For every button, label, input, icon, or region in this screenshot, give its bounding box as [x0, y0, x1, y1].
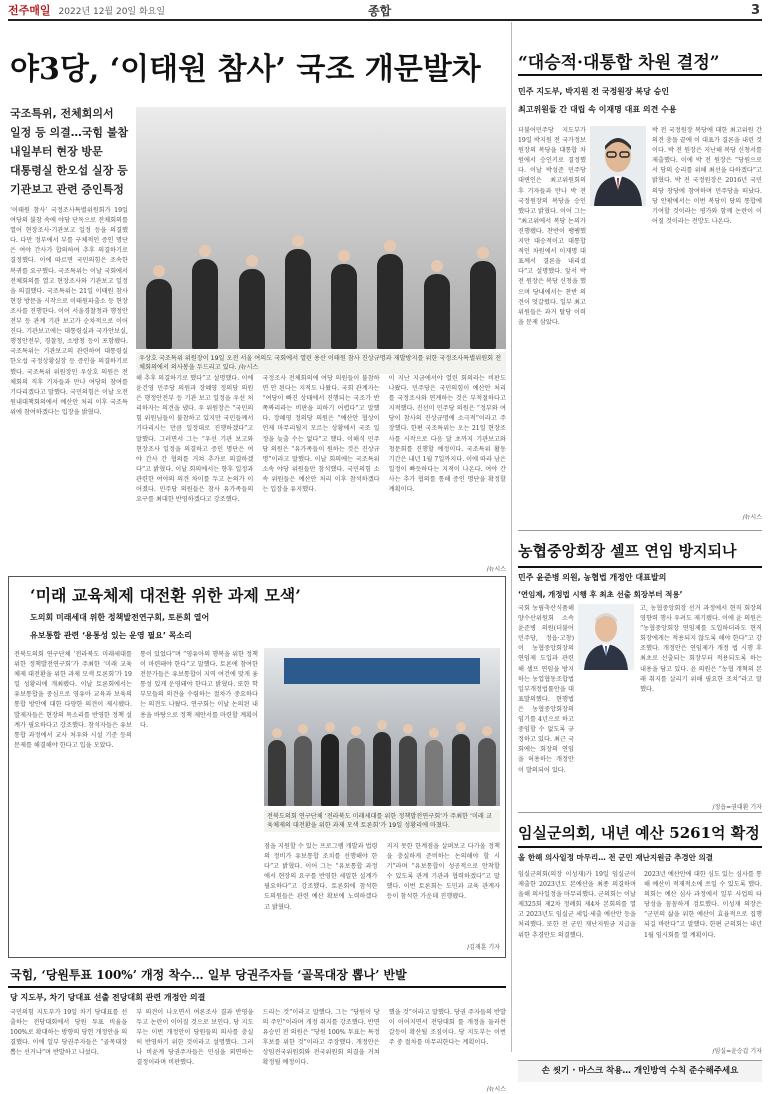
- right-low-sub1: 올 한해 의사일정 마무리… 전 군민 재난지원금 추경안 의결: [518, 853, 714, 862]
- right-top-byline: /뉴시스: [742, 514, 762, 521]
- lead-col3: 국정조사 전체회의에 여당 의원들이 불참하면 안 된다는 지적도 나왔다. 국회 관계자는 “여당이 빠진 상태에서 진행되는 국조가 반쪽짜리라는 비판을 피하기 어렵다”고 말했다. 장혜영 정의당 의원은 “예산안 협상이 언제 마무리될지 모르는 상황에서 국조 일정을 늦출 수는 없다”고 했다. 이해식 민주당 의원은 “유가족들이 원하는 것은 진상규명”이라고 말했다. 이날 회의에는 국조특위 소속 야당 위원들만 참석했다. 국민의힘 소속 위원들은 예산안 처리 이후 참석하겠다는 입장을 유지했다.: [262, 375, 380, 494]
- right-low-headline: 임실군의회, 내년 예산 5261억 확정: [518, 824, 760, 842]
- lead-col1-text: ‘이태원 참사’ 국정조사특별위원회가 19일 여당의 불참 속에 야당 단독으로 전체회의를 열어 현장조사·기관보고 일정 등을 의결했다. 다만 정부에서 부를 구체적인 증인 명단은 여야 간사가 합의하여 추후 의결하기로 결정했다. 이에 따르면 국민의힘은 조속한 복귀를 요구했다. 국조특위는 이날 국회에서 전체회의를 열고 현장조사와 기관보고 일정을 의결했다. 국조특위는 21일 이태원 참사 현장 방문을 시작으로 이태원파출소 등 현장조사를 진행한다. 이어 서울경찰청과 행정안전부 등 관계 기관 보고가 순차적으로 이어진다. 기관보고에는 대통령실과 국가안보실, 행정안전부, 경찰청, 소방청 등이 포함됐다.: [10, 207, 128, 346]
- bottom-col1: 국민의힘 지도부가 19일 차기 당대표를 선출하는 전당대회에서 당원 투표 비율을 100%로 확대하는 방향의 당헌 개정안을 의결했다. 이에 일부 당권주자들은 “골목대장 뽑는 선거냐”며 반발하고 나섰다.: [10, 1009, 128, 1057]
- edu-sub1: 도의회 미래세대 위한 정책발전연구회, 토론회 열어: [30, 613, 210, 622]
- right-low-rule: [518, 846, 762, 848]
- bottom-headline: 국힘, ‘당원투표 100%’ 개정 착수… 일부 당권주자들 ‘골목대장 뽑나’ 반발: [10, 968, 407, 982]
- edu-col3: 점을 지원할 수 있는 프로그램 개발과 법령의 정비가 유보통합 조치를 선행해야 한다”고 밝혔다. 이어 그는 “유보통합 과정에서 현장의 요구를 반영한 세밀한 설계가 필요하다”고 강조했다. 토론회에 참석한 도의원들은 관련 예산 확보에 노력하겠다고 밝혔다.: [264, 843, 378, 911]
- bottom-col3: 드리는 것”이라고 말했다. 그는 “당원이 당의 주인”이라며 개정 취지를 강조했다. 반면 유승민 전 의원은 “당원 100% 투표는 특정 후보를 위한 것”이라고 주장했다. 개정안은 상임전국위원회와 전국위원회 의결을 거쳐 확정될 예정이다.: [262, 1009, 380, 1067]
- portrait-park-jiwon: [590, 126, 646, 206]
- bottom-col4: 했을 것”이라고 말했다. 당권 주자들의 반발이 이어지면서 전당대회 룰 개정을 둘러싼 갈등이 확산될 조짐이다. 당 지도부는 이번 주 중 절차를 마무리한다는 계획이다.: [388, 1009, 506, 1047]
- section-title: 종합: [368, 3, 392, 18]
- lead-deck-line: 일정 등 의결…국힘 불참: [10, 126, 129, 139]
- lead-deck-line: 기관보고 관련 증인특정: [10, 183, 124, 196]
- masthead: [8, 2, 762, 18]
- person-portrait-icon: [578, 604, 634, 670]
- lead-photo-caption: [136, 352, 506, 374]
- right-low-col2: 2023년 예산안에 대한 심도 있는 심사를 통해 예산이 적재적소에 쓰일 수 있도록 했다. 의회는 예산 심사 과정에서 일부 사업의 타당성을 꼼꼼하게 검토했다. 이성재 의장은 “군민의 삶을 위한 예산이 효율적으로 집행되길 바란다”고 말했다. 한편 군의회는 내년 1월 임시회를 열 계획이다.: [644, 871, 762, 939]
- right-mid-top-rule: [518, 530, 762, 531]
- edu-photo: [264, 648, 500, 806]
- lead-col2: 해 추후 의결하기로 했다”고 설명했다. 이에 윤건영 민주당 의원과 장혜영 정의당 의원은 행정안전부 등 기관 보고 일정을 우선 처리하자는 의견을 냈다. 우 위원장은 “국민의힘 위원님들이 불참하고 있지만 국민들께서 기다리시는 만큼 일정대로 진행하겠다”고 말했다. 그러면서 그는 “우선 기관 보고와 현장조사 일정을 의결하고 증인 명단은 여야 간사 간 협의를 거쳐 추가로 의결하겠다”고 밝혔다. 이날 회의에서는 향후 일정과 관련한 여야의 의견 차이를 두고 논의가 이어졌다. 민주당 의원들은 참사 유가족들의 요구를 최대한 반영하겠다고 강조했다.: [136, 375, 254, 504]
- bottom-columns: [10, 1008, 506, 1086]
- lead-col4: 이 지난 지금에서야 열린 회의라는 비판도 나왔다. 민주당은 국민의힘이 예산안 처리를 국정조사와 연계하는 것은 부적절하다고 지적했다. 진선미 민주당 의원은 “정부와 여당이 참사의 진상규명에 소극적”이라고 주장했다. 한편 국조특위는 오는 21일 현장조사를 시작으로 다음 달 초까지 기관보고와 청문회를 진행할 예정이다. 국조특위 활동 기간은 내년 1월 7일까지다. 이에 따라 남은 일정이 빠듯하다는 지적이 나온다. 여야 간사는 추가 협의를 통해 증인 명단을 확정할 계획이다.: [388, 375, 506, 494]
- lead-columns: [136, 374, 506, 570]
- lead-deck-line: 내일부터 현장 방문: [10, 145, 103, 158]
- right-top-headline: “대승적·대통합 차원 결정”: [518, 53, 720, 73]
- newspaper-name: 전주매일: [8, 4, 51, 17]
- right-mid-col2: 고, 농협중앙회장 선거 과정에서 현직 회장의 영향력 행사 우려도 제기됐다. 이에 윤 의원은 “농협중앙회장 연임제를 도입하더라도 현직 회장에게는 적용되지 않도록 해야 한다”고 강조했다. 개정안은 연임제가 개정 법 시행 후 최초로 선출되는 회장부터 적용되도록 하는 내용을 담고 있다. 윤 의원은 “농협 개혁의 본래 취지를 살리기 위해 필요한 조치”라고 말했다.: [640, 605, 762, 693]
- edu-col2: 통이 있었다”며 “영유아의 행복을 위한 정책이 마련돼야 한다”고 말했다. 토론에 참여한 전문가들은 유보통합이 지역 여건에 맞게 융통성 있게 운영돼야 한다고 밝혔다. 또한 학부모들의 의견을 수렴하는 절차가 중요하다는 의견도 나왔다. 연구회는 이날 논의된 내용을 바탕으로 정책 제안서를 마련할 계획이다.: [140, 651, 258, 729]
- right-mid-sub1: 민주 윤준병 의원, 농협법 개정안 대표발의: [518, 573, 667, 582]
- lead-photo-credit: /뉴시스: [238, 364, 259, 371]
- edu-photo-caption: 전북도의회 연구단체 ‘전라북도 미래세대를 위한 정책발전연구회’가 주최한 ‘미래 교육체제의 대전환을 위한 과제 모색 토론회’가 19일 성황리에 마쳤다.: [264, 810, 500, 832]
- lead-photo-crowd: [136, 204, 506, 349]
- edu-byline: /김재훈 기자: [467, 944, 500, 951]
- masthead-rule: [8, 19, 762, 21]
- edu-columns: [264, 842, 500, 938]
- page-number: 3: [750, 2, 760, 18]
- bottom-col2: 부 의견이 나오면서 여론조사 결과 반영을 두고 논란이 이어질 것으로 보인다. 당 지도부는 이번 개정안이 당원들의 의사를 충실히 반영하기 위한 것이라고 설명했다. 그러나 비윤계 당권주자들은 민심을 외면하는 결정이라며 비판했다.: [136, 1009, 254, 1067]
- right-top-col1-text: 더불어민주당 지도부가 19일 박지원 전 국가정보원장의 복당을 대통합 차원에서 승인키로 결정했다. 이날 박성준 민주당 대변인은 최고위원회의 후 기자들과 만나 박 전 국정원장의 복당을 승인했다고 밝혔다. 이어 그는 “최고위에서 복당 논의가 진행됐다. 찬반이 팽팽했지만 대승적이고 대통합적인 차원에서 이재명 대표께서 결론을 내리셨다”고 설명했다. 앞서 박 전 원장은 복당 신청을 했으며 당내에서는 찬반 의견이 엇갈렸다. 일부 최고위원들은 과거 탈당 이력을 문제 삼았다.: [518, 127, 586, 326]
- edu-photo-group: [264, 692, 500, 806]
- right-mid-byline: /정읍=권대환 기자: [712, 804, 762, 811]
- right-top-col2: 박 전 국정원장 복당에 대한 최고위원 간 의견 충돌 끝에 이 대표가 결론을 내린 것이다. 박 전 원장은 지난해 복당 신청서를 제출했다. 이에 박 전 원장은 “당원으로서 당의 승리를 위해 최선을 다하겠다”고 밝혔다. 박 전 국정원장은 2016년 국민의당 창당에 참여하며 민주당을 떠났다. 당 안팎에서는 이번 복당이 당의 통합에 기여할 것이라는 평가와 함께 논란이 이어질 것이라는 전망도 나온다.: [652, 127, 762, 225]
- edu-headline: ‘미래 교육체제 대전환 위한 과제 모색’: [30, 586, 301, 605]
- right-low-col1: 임실군의회(의장 이성재)가 19일 임실군이 제출한 2023년도 본예산을 최종 의결하며 올해 의사일정을 마무리했다. 군의회는 이날 제325회 제2차 정례회 제4차 본회의를 열고 2023년도 임실군 세입·세출 예산안 등을 처리했다. 또한 전 군민 재난지원금 지급을 위한 추경안도 의결했다.: [518, 871, 636, 939]
- edu-col1: 전북도의회 연구단체 ‘전라북도 미래세대를 위한 정책발전연구회’가 주최한 ‘미래 교육체제 대전환을 위한 과제 모색 토론회’가 19일 성황리에 개최됐다. 이날 토론회에서는 유보통합을 중심으로 영유아 교육과 보육의 통합 방안에 대한 다양한 의견이 제시됐다. 발제자들은 현장의 목소리를 반영한 정책 설계가 필요하다고 강조했다. 참석자들은 유보통합 과정에서 교사 처우와 시설 기준 등의 문제를 해결해야 한다고 입을 모았다.: [14, 651, 132, 749]
- issue-date: 2022년 12월 20일 화요일: [58, 6, 166, 17]
- portrait-yoon-junbyung: [578, 604, 634, 670]
- right-top-col1-head: [518, 126, 586, 326]
- edu-col4: 지지 못한 한계점을 살펴보고 다가올 정책을 충실하게 준비하는 논의해야 할 시기”라며 “유보통합이 성공적으로 안착할 수 있도록 관계 기관과 협력하겠다”고 말했다. 이번 토론회는 도민과 교육 관계자 등이 참석한 가운데 진행됐다.: [386, 843, 500, 901]
- right-low-byline: /임실=윤승갑 기자: [712, 1048, 762, 1055]
- edu-sub2: 유보통합 관련 ‘용통성 있는 운영 필요’ 목소리: [30, 631, 192, 640]
- lead-caption-text: 우상호 국조특위 위원장이 19일 오전 서울 여의도 국회에서 열린 용산 이태원 참사 진상규명과 재발방지를 위한 국정조사특별위원회 전체회의에서 의사봉을 두드리고 있다.: [139, 355, 502, 371]
- right-top-sub2: 최고위원들 간 대립 속 이재명 대표 의견 수용: [518, 105, 677, 114]
- lead-byline: /뉴시스: [486, 566, 506, 573]
- lead-photo: [136, 107, 506, 349]
- lead-col1b-text: 국조특위는 기관보고의 관련하여 대통령실 한오섭 국정상황실장 등 증인을 의결하기로 했다. 국조특위 위원장인 우상호 의원은 전체회의 직후 기자들과 만나 여당의 참여를 기다리겠다고 말했다. 국민의힘은 이날 오전 원내대책회의에서 예산안 처리 이후 국조특위에 참여하겠다는 입장을 밝혔다.: [10, 348, 128, 416]
- person-portrait-icon: [590, 126, 646, 206]
- right-low-top-rule: [518, 812, 762, 813]
- right-top-rule: [518, 74, 762, 76]
- right-top-col1: [518, 210, 646, 530]
- right-mid-sub2: ‘연임제, 개정법 시행 후 최초 선출 회장부터 적용’: [518, 590, 683, 599]
- bottom-rule: [8, 986, 506, 988]
- right-top-sub1: 민주 지도부, 박지원 전 국정원장 복당 승인: [518, 87, 670, 96]
- lead-headline: 야3당, ‘이태원 참사’ 국조 개문발차: [10, 52, 481, 87]
- right-mid-headline: 농협중앙회장 셀프 연임 방지되나: [518, 542, 737, 560]
- column-divider: [511, 22, 512, 1052]
- event-banner-icon: [284, 658, 480, 684]
- health-banner: 손 씻기 · 마스크 착용… 개인방역 수칙 준수해주세요: [518, 1060, 762, 1082]
- right-mid-col1: 국회 농림축산식품해양수산위원회 소속 윤준병 의원(더불어민주당, 정읍·고창)이 농협중앙회장의 연임제 도입과 관련해 셀프 연임을 방지하는 농업협동조합법 일부개정법률안을 대표발의했다. 현행법은 농협중앙회장의 임기를 4년으로 하고 중임할 수 없도록 규정하고 있다. 최근 국회에는 회장의 연임을 허용하는 개정안이 발의되어 있다.: [518, 605, 574, 774]
- bottom-byline: /뉴시스: [486, 1086, 506, 1093]
- lead-deck-line: 국조특위, 전체회의서: [10, 107, 114, 120]
- lead-deck-line: 대통령실 한오섭 실장 등: [10, 164, 128, 177]
- lead-col1: [10, 206, 128, 544]
- right-mid-rule: [518, 566, 762, 568]
- bottom-sub: 당 지도부, 차기 당대표 선출 전당대회 관련 개정안 의결: [10, 993, 206, 1002]
- lead-deck: [10, 104, 130, 199]
- right-mid-col1b: [578, 674, 634, 792]
